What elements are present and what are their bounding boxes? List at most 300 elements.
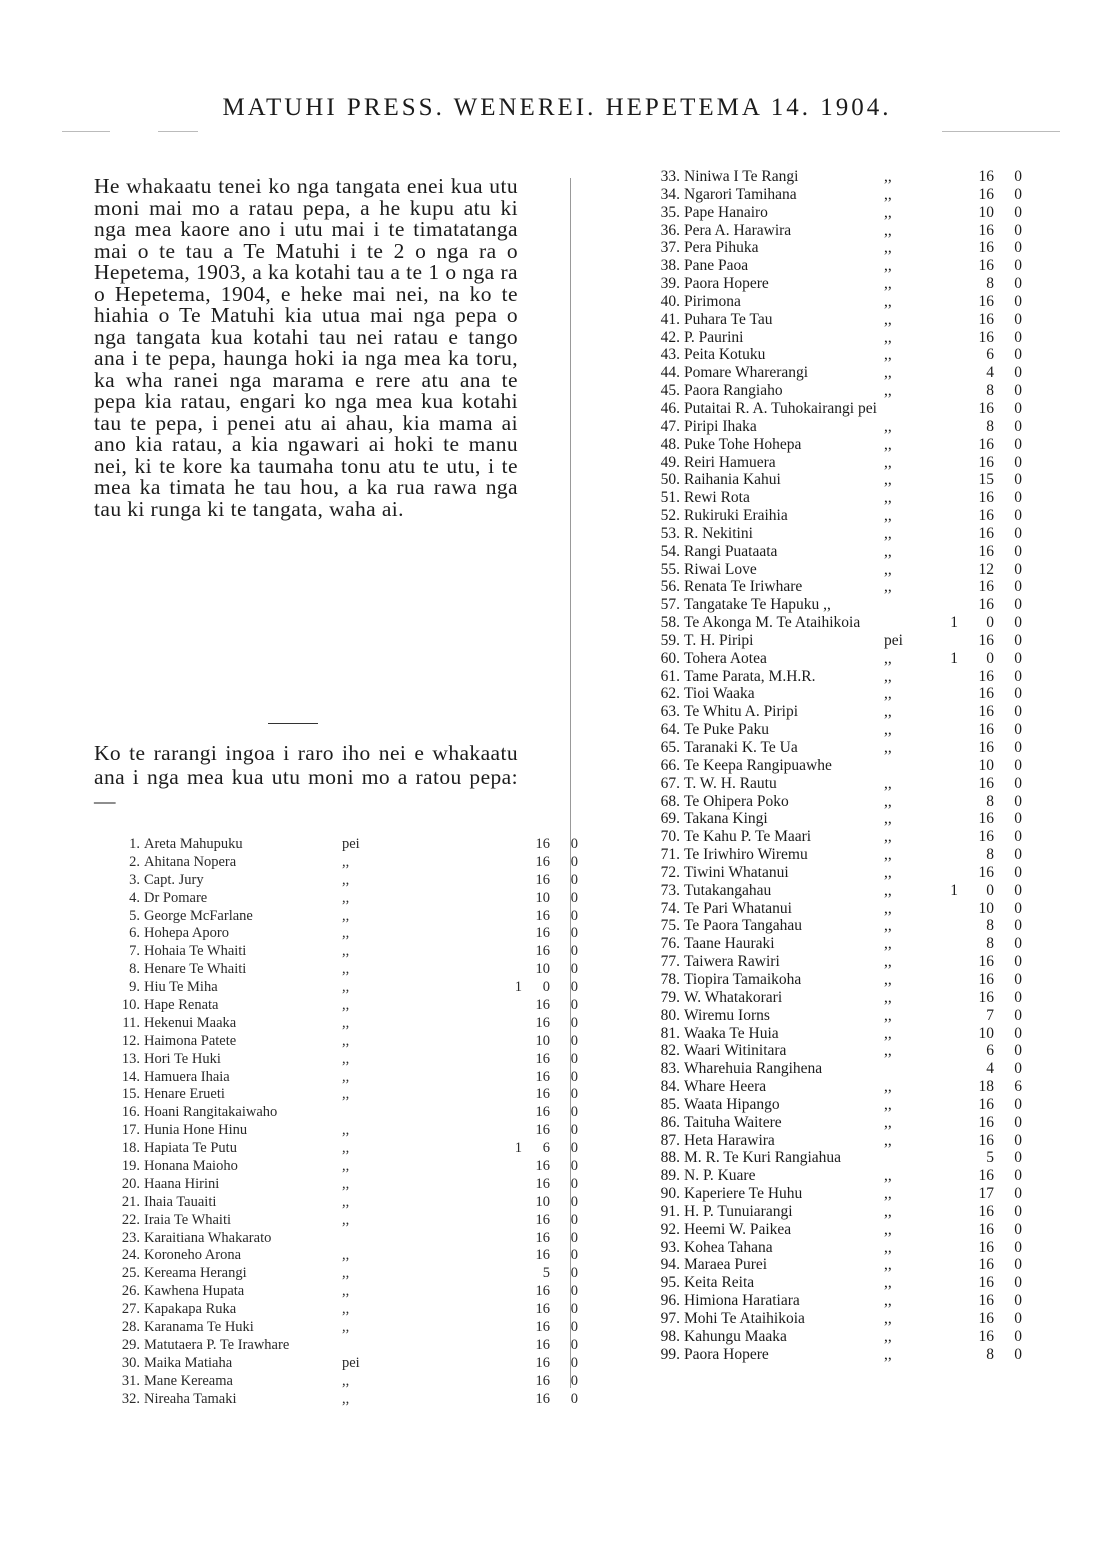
list-item <box>636 1114 1036 1132</box>
ditto-mark: ,, <box>342 979 350 996</box>
list-item <box>636 685 1036 703</box>
list-item <box>636 364 1036 382</box>
list-item <box>636 882 1036 900</box>
subscriber-name: Hohaia Te Whaiti <box>144 943 247 960</box>
ditto-mark: ,, <box>884 988 892 1006</box>
entry-number: 43. <box>660 346 680 364</box>
ditto-mark: ,, <box>884 1006 892 1024</box>
amount-pence: 0 <box>570 1175 578 1192</box>
amount-shillings: 16 <box>978 863 994 881</box>
subscriber-name: Tiopira Tamaikoha <box>684 970 802 988</box>
subscriber-name: Riwai Love <box>684 560 757 578</box>
amount-shillings: 16 <box>978 1202 994 1220</box>
amount-shillings: 16 <box>535 997 550 1014</box>
amount-shillings: 16 <box>978 185 994 203</box>
subscriber-name: Kapakapa Ruka <box>144 1301 237 1318</box>
subscriber-list-right <box>636 168 1036 1364</box>
ditto-mark: ,, <box>884 507 892 525</box>
ditto-mark: ,, <box>884 703 892 721</box>
subscriber-name: M. R. Te Kuri Rangiahua <box>684 1149 842 1167</box>
list-item <box>636 864 1036 882</box>
amount-pence: 0 <box>1014 453 1022 471</box>
amount-pence: 0 <box>1014 1006 1022 1024</box>
entry-number: 39. <box>660 275 680 293</box>
entry-number: 46. <box>660 399 680 417</box>
ditto-mark: ,, <box>884 1220 892 1238</box>
amount-shillings: 16 <box>978 507 994 525</box>
ditto-mark: ,, <box>884 899 892 917</box>
list-item <box>96 1354 578 1373</box>
amount-pence: 0 <box>570 1068 578 1085</box>
amount-pence: 0 <box>1014 810 1022 828</box>
list-item <box>636 1292 1036 1310</box>
entry-number: 25. <box>121 1265 140 1282</box>
subscriber-name: Ihaia Tauaiti <box>144 1193 217 1210</box>
ditto-mark: ,, <box>884 382 892 400</box>
subscriber-name: R. Nekitini <box>684 524 753 542</box>
list-item <box>636 382 1036 400</box>
amount-shillings: 16 <box>535 1086 550 1103</box>
entry-number: 82. <box>660 1042 680 1060</box>
amount-shillings: 16 <box>978 524 994 542</box>
amount-pence: 0 <box>1014 721 1022 739</box>
subscriber-name: Pomare Wharerangi <box>684 364 809 382</box>
subscriber-name: Tiwini Whatanui <box>684 863 789 881</box>
entry-number: 27. <box>121 1301 140 1318</box>
list-item <box>636 1025 1036 1043</box>
ditto-mark: ,, <box>884 1113 892 1131</box>
amount-shillings: 16 <box>978 828 994 846</box>
list-item <box>96 853 578 872</box>
entry-number: 13. <box>121 1050 140 1067</box>
subscriber-name: Wharehuia Rangihena <box>684 1060 823 1078</box>
amount-shillings: 16 <box>535 853 550 870</box>
entry-number: 1. <box>129 836 140 852</box>
list-item <box>96 943 578 961</box>
amount-pence: 0 <box>570 1014 578 1031</box>
list-item <box>96 1014 578 1033</box>
list-item <box>96 1104 578 1122</box>
subscriber-name: Te Keepa Rangipuawhe <box>684 756 832 774</box>
ditto-mark: ,, <box>884 1078 892 1096</box>
entry-number: 52. <box>660 507 680 525</box>
subscriber-name: Hiu Te Miha <box>144 979 218 996</box>
entry-number: 66. <box>660 756 680 774</box>
entry-number: 96. <box>660 1292 680 1310</box>
ditto-mark: ,, <box>884 667 892 685</box>
list-lead-paragraph: Ko te rarangi ingoa i raro iho nei e whakaatu ana i nga mea kua utu moni mo a ratou pepa:— <box>94 741 518 813</box>
amount-shillings: 4 <box>986 1060 994 1078</box>
ditto-mark: ,, <box>884 1185 892 1203</box>
amount-shillings: 16 <box>978 1256 994 1274</box>
ditto-mark: ,, <box>342 1032 350 1049</box>
amount-shillings: 16 <box>978 257 994 275</box>
subscriber-name: Pera A. Harawira <box>684 221 792 239</box>
subscriber-name: Hekenui Maaka <box>144 1014 237 1031</box>
amount-pence: 0 <box>570 1247 578 1264</box>
amount-pence: 0 <box>1014 328 1022 346</box>
entry-number: 12. <box>121 1032 140 1049</box>
ditto-mark: ,, <box>884 1202 892 1220</box>
list-item <box>636 775 1036 793</box>
ditto-mark: ,, <box>342 1122 350 1139</box>
top-rule-right <box>942 131 1060 132</box>
amount-shillings: 8 <box>986 935 994 953</box>
subscriber-name: Areta Mahupuku <box>144 836 243 852</box>
ditto-mark: ,, <box>884 1095 892 1113</box>
list-item <box>636 1007 1036 1025</box>
list-item <box>636 1042 1036 1060</box>
list-item <box>636 454 1036 472</box>
ditto-mark: ,, <box>884 1042 892 1060</box>
amount-shillings: 16 <box>978 1238 994 1256</box>
entry-number: 17. <box>121 1122 140 1139</box>
amount-pence: 0 <box>570 1319 578 1336</box>
list-item <box>636 917 1036 935</box>
entry-number: 87. <box>660 1131 680 1149</box>
list-item <box>636 525 1036 543</box>
amount-shillings: 16 <box>978 988 994 1006</box>
amount-shillings: 4 <box>986 364 994 382</box>
amount-pence: 0 <box>1014 578 1022 596</box>
amount-pence: 0 <box>1014 614 1022 632</box>
amount-shillings: 15 <box>978 471 994 489</box>
amount-pence: 0 <box>1014 899 1022 917</box>
entry-number: 15. <box>121 1086 140 1103</box>
list-item <box>636 186 1036 204</box>
amount-pence: 0 <box>1014 774 1022 792</box>
list-item <box>636 1239 1036 1257</box>
amount-pence: 0 <box>1014 310 1022 328</box>
subscriber-name: Paora Rangiaho <box>684 382 783 400</box>
ditto-mark: ,, <box>884 721 892 739</box>
entry-number: 10. <box>121 997 140 1014</box>
subscriber-name: Tangatake Te Hapuku ,, <box>684 596 831 614</box>
list-item <box>96 1372 578 1391</box>
entry-number: 35. <box>660 203 680 221</box>
subscriber-name: Te Akonga M. Te Ataihikoia <box>684 614 861 632</box>
entry-number: 18. <box>121 1140 140 1157</box>
entry-number: 73. <box>660 881 680 899</box>
entry-number: 85. <box>660 1095 680 1113</box>
subscriber-name: Piripi Ihaka <box>684 417 757 435</box>
amount-pence: 0 <box>1014 364 1022 382</box>
amount-pence: 0 <box>1014 953 1022 971</box>
subscriber-name: Whare Heera <box>684 1078 767 1096</box>
entry-number: 95. <box>660 1274 680 1292</box>
amount-pence: 0 <box>570 925 578 942</box>
subscriber-name: Keita Reita <box>684 1274 755 1292</box>
amount-pence: 0 <box>1014 471 1022 489</box>
amount-pence: 0 <box>570 1229 578 1246</box>
ditto-mark: ,, <box>884 846 892 864</box>
amount-pence: 0 <box>1014 507 1022 525</box>
ditto-mark: ,, <box>342 1301 350 1318</box>
entry-number: 83. <box>660 1060 680 1078</box>
amount-shillings: 16 <box>978 1095 994 1113</box>
subscriber-name: Peita Kotuku <box>684 346 766 364</box>
entry-number: 9. <box>129 979 140 996</box>
ditto-mark: pei <box>884 631 903 649</box>
list-item <box>636 222 1036 240</box>
list-item <box>96 1390 578 1409</box>
amount-pence: 0 <box>570 1211 578 1228</box>
entry-number: 38. <box>660 257 680 275</box>
subscriber-name: T. H. Piripi <box>684 631 754 649</box>
list-item <box>96 907 578 926</box>
amount-pence: 0 <box>1014 1024 1022 1042</box>
amount-shillings: 16 <box>535 1247 550 1264</box>
list-item <box>636 1132 1036 1150</box>
subscriber-name: N. P. Kuare <box>684 1167 756 1185</box>
subscriber-name: Matutaera P. Te Irawhare <box>144 1336 290 1353</box>
ditto-mark: ,, <box>884 1131 892 1149</box>
amount-shillings: 8 <box>986 275 994 293</box>
amount-shillings: 16 <box>535 1104 550 1121</box>
subscriber-name: Te Ohipera Poko <box>684 792 789 810</box>
ditto-mark: ,, <box>342 943 350 960</box>
entry-number: 59. <box>660 631 680 649</box>
entry-number: 92. <box>660 1220 680 1238</box>
amount-pence: 0 <box>1014 1327 1022 1345</box>
subscriber-name: Waaka Te Huia <box>684 1024 779 1042</box>
entry-number: 50. <box>660 471 680 489</box>
list-item <box>96 1050 578 1069</box>
ditto-mark: ,, <box>884 168 892 185</box>
ditto-mark: ,, <box>884 489 892 507</box>
list-item <box>96 1301 578 1319</box>
amount-pence: 0 <box>1014 1113 1022 1131</box>
amount-pence: 0 <box>1014 185 1022 203</box>
entry-number: 33. <box>660 168 680 185</box>
ditto-mark: ,, <box>884 1292 892 1310</box>
list-item <box>636 632 1036 650</box>
list-item <box>636 828 1036 846</box>
ditto-mark: ,, <box>342 1319 350 1336</box>
list-item <box>636 1185 1036 1203</box>
ditto-mark: ,, <box>884 1167 892 1185</box>
subscriber-name: Taranaki K. Te Ua <box>684 739 798 756</box>
ditto-mark: ,, <box>884 578 892 596</box>
ditto-mark: ,, <box>342 1211 350 1228</box>
list-item <box>636 1060 1036 1078</box>
entry-number: 58. <box>660 614 680 632</box>
ditto-mark: ,, <box>884 239 892 257</box>
subscriber-name: Honana Maioho <box>144 1158 238 1175</box>
list-item <box>636 1274 1036 1292</box>
entry-number: 2. <box>129 853 140 870</box>
amount-pence: 0 <box>570 1301 578 1318</box>
entry-number: 19. <box>121 1158 140 1175</box>
entry-number: 30. <box>121 1354 140 1371</box>
subscriber-name: Taane Hauraki <box>684 935 775 953</box>
amount-pence: 0 <box>1014 382 1022 400</box>
subscriber-name: Hohepa Aporo <box>144 925 229 942</box>
ditto-mark: ,, <box>884 953 892 971</box>
ditto-mark: ,, <box>884 810 892 828</box>
list-item <box>636 168 1036 186</box>
list-item <box>96 1247 578 1265</box>
ditto-mark: ,, <box>884 542 892 560</box>
amount-pence: 0 <box>1014 881 1022 899</box>
amount-shillings: 16 <box>535 1229 550 1246</box>
subscriber-name: Te Iriwhiro Wiremu <box>684 846 808 864</box>
list-item <box>96 1283 578 1301</box>
amount-shillings: 10 <box>978 899 994 917</box>
ditto-mark: ,, <box>342 1390 350 1407</box>
ditto-mark: ,, <box>342 1265 350 1282</box>
ditto-mark: ,, <box>884 310 892 328</box>
subscriber-name: Te Pari Whatanui <box>684 899 792 917</box>
amount-pence: 0 <box>570 889 578 906</box>
ditto-mark: pei <box>342 836 360 852</box>
amount-shillings: 16 <box>978 1167 994 1185</box>
list-item <box>96 1211 578 1230</box>
list-item <box>636 239 1036 257</box>
ditto-mark: ,, <box>342 853 350 870</box>
entry-number: 98. <box>660 1327 680 1345</box>
list-item <box>96 1193 578 1212</box>
amount-pence: 0 <box>570 871 578 888</box>
amount-shillings: 16 <box>535 1372 550 1389</box>
intro-paragraph: He whakaatu tenei ko nga tangata enei kua utu moni mai mo a ratau pepa, a he kupu atu ki nga mea kaore ano i utu mai i te timatatanga mai o te tau a Te Matuhi i te 2 o nga ra o Hepetema, 1903, a ka kotahi tau a te 1 o nga ra o Hepetema, 1904, e heke mai nei, na ko te hiahia o Te Matuhi kia utua mai nga pepa o nga tangata kua kotahi tau nei ratau e tango ana i te pepa, haunga hoki ia nga mea ka toru, ka wha ranei nga marama e rere atu ana te pepa kia ratau, engari ko nga mea kua kotahi tau te pepa, i penei atu ai ahau, kia mama ai ano kia ratau, a kia ngawari ai hoki te manu nei, ki te kore ka taumaha tonu atu te utu, i te mea ka timata he tau hou, a ka rua rawa nga tau ki runga ki te tangata, waha ai. <box>94 174 518 521</box>
entry-number: 5. <box>129 907 140 924</box>
amount-pence: 0 <box>1014 828 1022 846</box>
entry-number: 79. <box>660 988 680 1006</box>
amount-pence: 0 <box>570 1265 578 1282</box>
subscriber-name: Te Puke Paku <box>684 721 770 739</box>
entry-number: 24. <box>121 1247 140 1264</box>
amount-shillings: 16 <box>978 810 994 828</box>
entry-number: 63. <box>660 703 680 721</box>
amount-pence: 0 <box>1014 1149 1022 1167</box>
amount-pence: 0 <box>1014 739 1022 756</box>
amount-pence: 0 <box>570 1283 578 1300</box>
subscriber-name: Dr Pomare <box>144 889 208 906</box>
amount-shillings: 8 <box>986 917 994 935</box>
amount-shillings: 16 <box>978 631 994 649</box>
subscriber-name: Haana Hirini <box>144 1175 220 1192</box>
subscriber-name: Te Whitu A. Piripi <box>684 703 799 721</box>
entry-number: 97. <box>660 1310 680 1327</box>
subscriber-name: W. Whatakorari <box>684 988 783 1006</box>
amount-pence: 0 <box>1014 257 1022 275</box>
amount-pence: 0 <box>1014 1274 1022 1292</box>
amount-shillings: 16 <box>978 1131 994 1149</box>
ditto-mark: ,, <box>884 863 892 881</box>
amount-shillings: 16 <box>978 1310 994 1327</box>
entry-number: 31. <box>121 1372 140 1389</box>
amount-pence: 0 <box>1014 935 1022 953</box>
ditto-mark: ,, <box>342 925 350 942</box>
subscriber-name: Ahitana Nopera <box>144 853 237 870</box>
subscriber-name: Maika Matiaha <box>144 1354 233 1371</box>
amount-shillings: 16 <box>535 1319 550 1336</box>
ditto-mark: ,, <box>884 292 892 310</box>
subscriber-name: Te Kahu P. Te Maari <box>684 828 812 846</box>
entry-number: 16. <box>121 1104 140 1121</box>
amount-pence: 6 <box>1014 1078 1022 1096</box>
entry-number: 28. <box>121 1319 140 1336</box>
subscriber-name: Henare Te Whaiti <box>144 961 247 978</box>
ditto-mark: ,, <box>342 1247 350 1264</box>
ditto-mark: ,, <box>342 1372 350 1389</box>
amount-pence: 0 <box>570 1158 578 1175</box>
subscriber-name: Henare Erueti <box>144 1086 225 1103</box>
amount-shillings: 0 <box>986 881 994 899</box>
entry-number: 67. <box>660 774 680 792</box>
entry-number: 60. <box>660 649 680 667</box>
list-item <box>636 436 1036 454</box>
list-item <box>636 578 1036 596</box>
entry-number: 45. <box>660 382 680 400</box>
subscriber-name: H. P. Tunuiarangi <box>684 1202 793 1220</box>
entry-number: 47. <box>660 417 680 435</box>
list-item <box>636 953 1036 971</box>
amount-shillings: 8 <box>986 382 994 400</box>
list-item <box>96 1068 578 1087</box>
top-rule-left <box>62 131 110 132</box>
subscriber-name: Waata Hipango <box>684 1095 780 1113</box>
subscriber-name: Rukiruki Eraihia <box>684 507 788 525</box>
amount-shillings: 16 <box>978 239 994 257</box>
ditto-mark: ,, <box>884 364 892 382</box>
amount-pence: 0 <box>570 943 578 960</box>
amount-pounds: 1 <box>950 881 958 899</box>
subscriber-name: P. Paurini <box>684 328 744 346</box>
list-item <box>636 703 1036 721</box>
ditto-mark: ,, <box>342 907 350 924</box>
subscriber-name: Hori Te Huki <box>144 1050 221 1067</box>
amount-shillings: 6 <box>542 1140 550 1157</box>
amount-pence: 0 <box>1014 1060 1022 1078</box>
list-item <box>96 961 578 979</box>
amount-pence: 0 <box>1014 846 1022 864</box>
list-item <box>636 489 1036 507</box>
top-rule-mid <box>158 131 198 132</box>
amount-pence: 0 <box>1014 1202 1022 1220</box>
list-item <box>636 1221 1036 1239</box>
entry-number: 11. <box>122 1014 140 1031</box>
amount-shillings: 16 <box>535 836 550 852</box>
amount-shillings: 0 <box>986 649 994 667</box>
ditto-mark: ,, <box>884 774 892 792</box>
amount-shillings: 0 <box>986 614 994 632</box>
list-item <box>636 614 1036 632</box>
amount-pence: 0 <box>1014 168 1022 185</box>
amount-shillings: 16 <box>978 168 994 185</box>
ditto-mark: ,, <box>884 685 892 703</box>
list-item <box>636 1310 1036 1328</box>
amount-pence: 0 <box>570 1354 578 1371</box>
subscriber-name: Mane Kereama <box>144 1372 233 1389</box>
amount-pence: 0 <box>1014 1095 1022 1113</box>
list-item <box>96 871 578 890</box>
amount-pence: 0 <box>1014 988 1022 1006</box>
entry-number: 4. <box>129 889 140 906</box>
amount-shillings: 16 <box>535 1122 550 1139</box>
list-item <box>96 979 578 997</box>
ditto-mark: ,, <box>884 275 892 293</box>
entry-number: 75. <box>660 917 680 935</box>
subscriber-name: Hamuera Ihaia <box>144 1068 230 1085</box>
amount-pence: 0 <box>570 1122 578 1139</box>
ditto-mark: ,, <box>884 471 892 489</box>
amount-pounds: 1 <box>514 979 522 996</box>
subscriber-name: Rewi Rota <box>684 489 750 507</box>
ditto-mark: ,, <box>884 1256 892 1274</box>
subscriber-name: Ngarori Tamihana <box>684 185 797 203</box>
